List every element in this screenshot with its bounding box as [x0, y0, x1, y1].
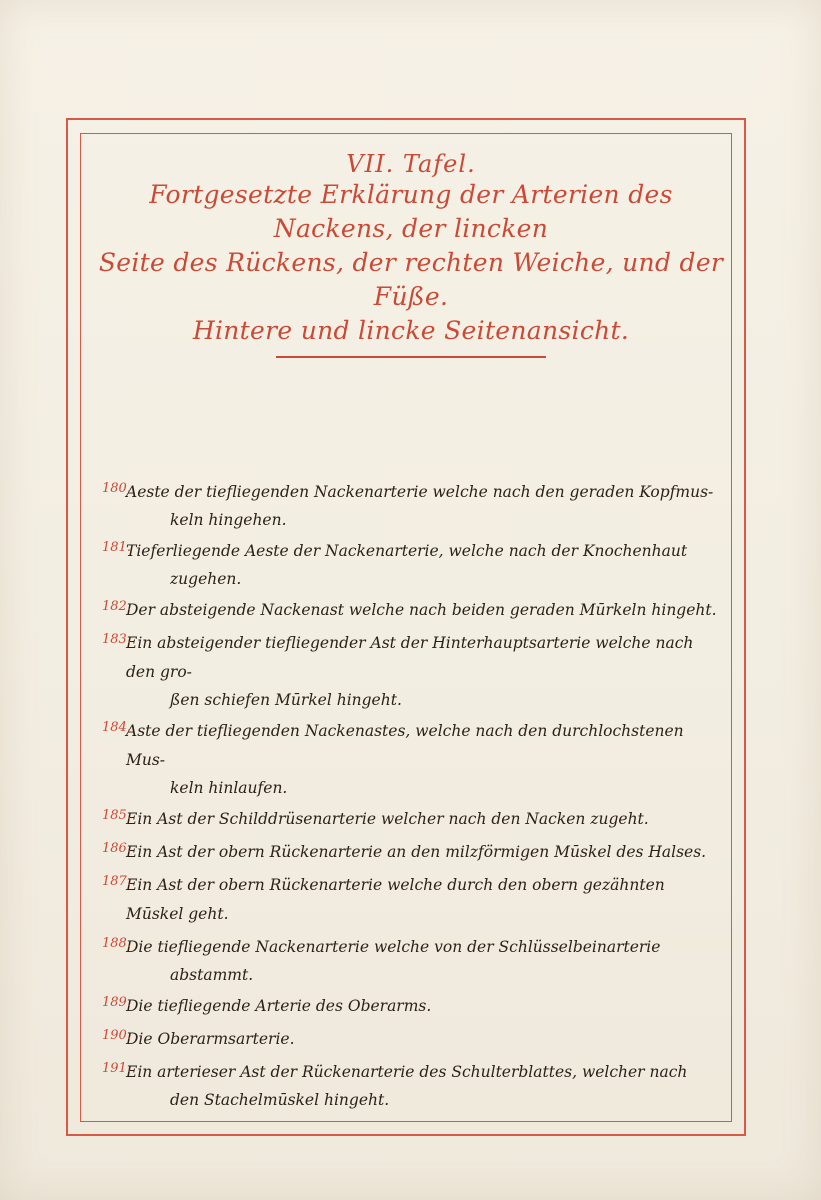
- entry-number: 183.: [102, 632, 131, 647]
- list-item: [102, 933, 718, 988]
- entry-number: 182.: [102, 599, 131, 614]
- entry-text: Tieferliegende Aeste der Nackenarterie, welche nach der Knochenhaut: [126, 542, 688, 560]
- list-item: [102, 871, 718, 929]
- entry-text: Der absteigende Nackenast welche nach beiden geraden Mūrkeln hingeht.: [126, 601, 717, 619]
- entry-list: [102, 478, 718, 1117]
- list-item: [102, 537, 718, 592]
- entry-text: Ein Ast der Schilddrüsenarterie welcher nach den Nacken zugeht.: [126, 810, 649, 828]
- entry-number: 189.: [102, 995, 131, 1010]
- entry-number: 190.: [102, 1028, 131, 1043]
- entry-number: 188.: [102, 936, 131, 951]
- list-item: [102, 1058, 718, 1113]
- title-line-3: Hintere und lincke Seitenansicht.: [192, 316, 630, 345]
- entry-continuation: keln hinlaufen.: [170, 779, 288, 797]
- entry-text: Ein arterieser Ast der Rückenarterie des Schulterblattes, welcher nach: [126, 1063, 688, 1081]
- entry-continuation: ßen schiefen Mūrkel hingeht.: [170, 691, 402, 709]
- list-item: [102, 478, 718, 533]
- entry-text: Aste der tiefliegenden Nackenastes, welche nach den durchlochstenen Mus-: [126, 722, 684, 769]
- list-item: [102, 596, 718, 625]
- entry-text: Ein Ast der obern Rückenarterie an den milzförmigen Mūskel des Halses.: [126, 843, 707, 861]
- entry-text: Ein Ast der obern Rückenarterie welche durch den obern gezähnten Mūskel geht.: [126, 876, 665, 923]
- entry-number: 187.: [102, 874, 131, 889]
- entry-continuation: zugehen.: [170, 570, 242, 588]
- entry-number: 180.: [102, 481, 131, 496]
- entry-continuation: den Stachelmūskel hingeht.: [170, 1091, 390, 1109]
- entry-text: Die tiefliegende Nackenarterie welche von der Schlüsselbeinarterie: [126, 938, 661, 956]
- entry-continuation: keln hingehen.: [170, 511, 287, 529]
- list-item: [102, 838, 718, 867]
- entry-number: 191.: [102, 1061, 131, 1076]
- entry-text: Die Oberarmsarterie.: [126, 1030, 295, 1048]
- list-item: [102, 629, 718, 713]
- entry-number: 181.: [102, 540, 131, 555]
- list-item: [102, 717, 718, 801]
- title-line-1: Fortgesetzte Erklärung der Arterien des Nackens, der lincken: [149, 180, 673, 243]
- entry-text: Die tiefliegende Arterie des Oberarms.: [126, 997, 432, 1015]
- list-item: [102, 1025, 718, 1054]
- list-item: [102, 992, 718, 1021]
- entry-text: Aeste der tiefliegenden Nackenarterie welche nach den geraden Kopfmus-: [126, 483, 714, 501]
- entry-text: Ein absteigender tiefliegender Ast der Hinterhauptsarterie welche nach den gro-: [126, 634, 694, 681]
- plate-title: [96, 140, 726, 358]
- entry-number: 185.: [102, 808, 131, 823]
- title-underline: [276, 356, 546, 358]
- title-line-2: Seite des Rückens, der rechten Weiche, und der Füße.: [98, 248, 724, 311]
- entry-number: 186.: [102, 841, 131, 856]
- plate-number: VII. Tafel.: [346, 150, 476, 178]
- entry-number: 184.: [102, 720, 131, 735]
- entry-continuation: abstammt.: [170, 966, 254, 984]
- list-item: [102, 805, 718, 834]
